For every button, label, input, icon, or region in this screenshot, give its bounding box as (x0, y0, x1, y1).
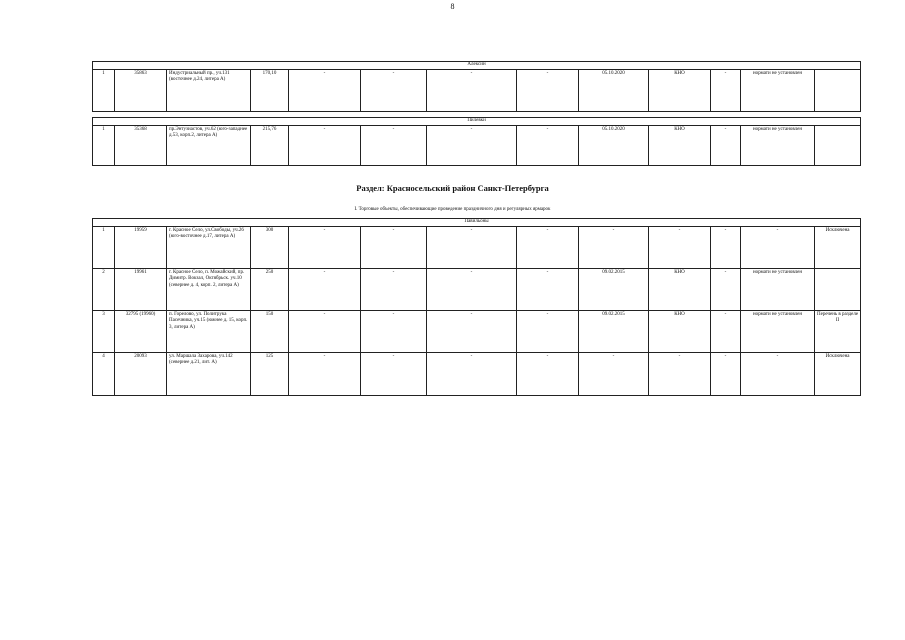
row-note (815, 268, 861, 310)
row-note (815, 69, 861, 111)
row-date: 09.02.2015 (579, 268, 649, 310)
row-note: Исключена (815, 352, 861, 395)
row-cell: - (289, 268, 361, 310)
row-date: 05.10.2020 (579, 125, 649, 165)
row-kind: КНО (649, 310, 711, 352)
row-number: 4 (93, 352, 115, 395)
row-cell: - (427, 226, 517, 268)
row-cell: - (427, 310, 517, 352)
row-cell: - (517, 310, 579, 352)
row-id: 19959 (115, 226, 167, 268)
row-number: 1 (93, 69, 115, 111)
group-header: Пилевки (93, 118, 861, 126)
section-subtitle: I. Торговые объекты, обеспечивающие проведение праздничного дня и регулярных ярмарок (354, 207, 551, 212)
row-cell: - (517, 226, 579, 268)
row-area: 250 (251, 268, 289, 310)
row-number: 1 (93, 226, 115, 268)
row-address: Индустриальный пр., уч.131 (восточнее д.24, литера А) (167, 69, 251, 111)
row-date: - (579, 352, 649, 395)
row-cell: - (517, 268, 579, 310)
row-cell: - (427, 352, 517, 395)
row-note (815, 125, 861, 165)
row-id: 35368 (115, 125, 167, 165)
row-cell: - (361, 69, 427, 111)
row-address: г. Красное Село, ул.Свободы, уч.26 (юго-восточнее д.17, литера А) (167, 226, 251, 268)
row-status: - (741, 226, 815, 268)
row-cell: - (289, 352, 361, 395)
row-cell: - (289, 69, 361, 111)
row-status: нормати не установлен (741, 125, 815, 165)
register-table-section (92, 218, 861, 396)
row-cell: - (427, 69, 517, 111)
page-number: 8 (450, 2, 455, 11)
row-date: 05.10.2020 (579, 69, 649, 111)
row-status: - (741, 352, 815, 395)
row-cell: - (517, 125, 579, 165)
table-row (93, 69, 861, 111)
table-row (93, 310, 861, 352)
row-kind: КНО (649, 69, 711, 111)
table-row (93, 268, 861, 310)
row-note: Исключена (815, 226, 861, 268)
row-status: нормати не установлен (741, 310, 815, 352)
row-cell: - (289, 226, 361, 268)
row-status: нормати не установлен (741, 69, 815, 111)
row-cell: - (427, 268, 517, 310)
row-address: п. Горелово, ул. Политрука Пасечника, уч.15 (южнее д. 15, корп. 3, литера А) (167, 310, 251, 352)
row-status: нормати не установлен (741, 268, 815, 310)
row-cell: - (517, 352, 579, 395)
row-date: 09.02.2015 (579, 310, 649, 352)
row-kind: - (649, 352, 711, 395)
row-cell: - (517, 69, 579, 111)
row-cell: - (361, 310, 427, 352)
row-area: 215,76 (251, 125, 289, 165)
row-cell: - (427, 125, 517, 165)
register-table-block-2 (92, 117, 861, 166)
row-cell: - (361, 268, 427, 310)
row-kind: КНО (649, 268, 711, 310)
row-cell: - (361, 226, 427, 268)
row-id: 19961 (115, 268, 167, 310)
row-address: ул. Маршала Захарова, уч.142 (севернее д.21, лит. А) (167, 352, 251, 395)
row-cell: - (711, 125, 741, 165)
row-kind: КНО (649, 125, 711, 165)
row-cell: - (711, 310, 741, 352)
group-header: Алексин (93, 62, 861, 70)
row-id: 20093 (115, 352, 167, 395)
row-cell: - (711, 352, 741, 395)
row-number: 1 (93, 125, 115, 165)
row-area: 150 (251, 310, 289, 352)
row-cell: - (289, 125, 361, 165)
row-cell: - (711, 268, 741, 310)
row-area: 125 (251, 352, 289, 395)
row-id: 32795 (19960) (115, 310, 167, 352)
row-area: 170,10 (251, 69, 289, 111)
table-row (93, 226, 861, 268)
row-cell: - (361, 352, 427, 395)
row-kind: - (649, 226, 711, 268)
group-header: Павильоны (93, 219, 861, 227)
row-cell: - (711, 226, 741, 268)
register-table-block-1 (92, 61, 861, 112)
row-address: г. Красное Село, п. Можайский, пр. Димитр. Вокзал, Октябрьск. уч.10 (севернее д. 4, корп. 2, литера А) (167, 268, 251, 310)
row-note: Перечень в разделе II (815, 310, 861, 352)
row-cell: - (361, 125, 427, 165)
section-title: Раздел: Красносельский район Санкт-Петербурга (356, 183, 549, 193)
row-area: 300 (251, 226, 289, 268)
row-cell: - (711, 69, 741, 111)
row-number: 2 (93, 268, 115, 310)
row-address: пр.Энтузиастов, уч.62 (юго-западнее д.53, корп.2, литера А) (167, 125, 251, 165)
row-id: 35863 (115, 69, 167, 111)
row-cell: - (289, 310, 361, 352)
table-row (93, 125, 861, 165)
table-row (93, 352, 861, 395)
row-date: - (579, 226, 649, 268)
row-number: 3 (93, 310, 115, 352)
